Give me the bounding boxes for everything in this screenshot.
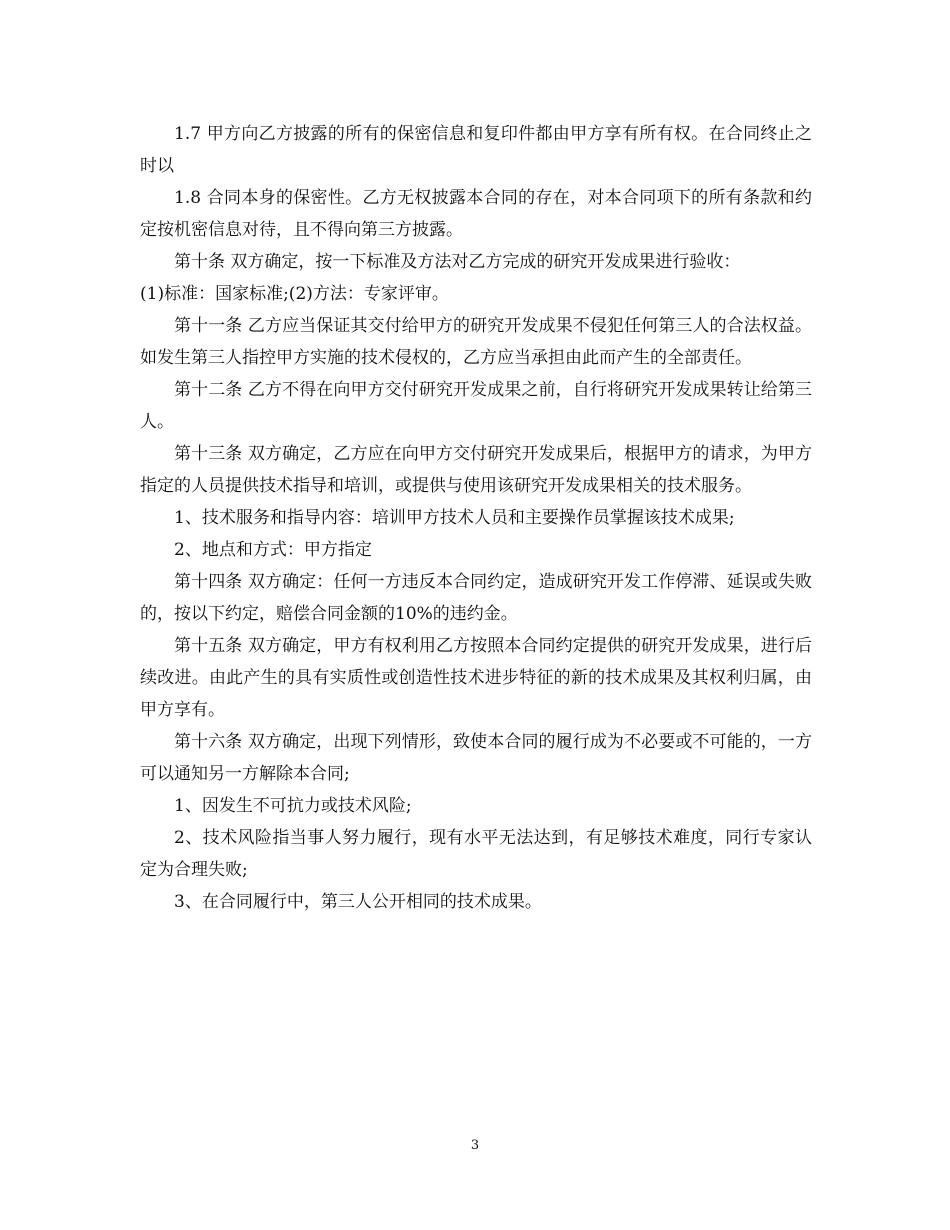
page-number: 3 [470, 1138, 480, 1153]
article-11: 第十一条 乙方应当保证其交付给甲方的研究开发成果不侵犯任何第三人的合法权益。如发生第三人指控甲方实施的技术侵权的，乙方应当承担由此而产生的全部责任。 [140, 316, 812, 368]
article-16: 第十六条 双方确定，出现下列情形，致使本合同的履行成为不必要或不可能的，一方可以通知另一方解除本合同; [140, 732, 812, 784]
article-16-item-3: 3、在合同履行中，第三人公开相同的技术成果。 [174, 892, 542, 912]
document-body [140, 118, 812, 918]
clause-1-8: 1.8 合同本身的保密性。乙方无权披露本合同的存在，对本合同项下的所有条款和约定按机密信息对待，且不得向第三方披露。 [140, 188, 812, 240]
article-10-criteria: (1)标准：国家标准;(2)方法：专家评审。 [140, 284, 449, 304]
article-13: 第十三条 双方确定，乙方应在向甲方交付研究开发成果后，根据甲方的请求，为甲方指定的人员提供技术指导和培训，或提供与使用该研究开发成果相关的技术服务。 [140, 444, 812, 496]
article-12: 第十二条 乙方不得在向甲方交付研究开发成果之前，自行将研究开发成果转让给第三人。 [140, 380, 812, 432]
article-13-item-2: 2、地点和方式：甲方指定 [174, 540, 372, 560]
article-14: 第十四条 双方确定：任何一方违反本合同约定，造成研究开发工作停滞、延误或失败的，按以下约定，赔偿合同金额的10%的违约金。 [140, 572, 812, 624]
article-15: 第十五条 双方确定，甲方有权利用乙方按照本合同约定提供的研究开发成果，进行后续改进。由此产生的具有实质性或创造性技术进步特征的新的技术成果及其权利归属，由甲方享有。 [140, 636, 812, 720]
article-16-item-2: 2、技术风险指当事人努力履行，现有水平无法达到，有足够技术难度，同行专家认定为合理失败; [140, 828, 812, 880]
article-16-item-1: 1、因发生不可抗力或技术风险; [174, 796, 412, 816]
article-13-item-1: 1、技术服务和指导内容：培训甲方技术人员和主要操作员掌握该技术成果; [174, 508, 735, 528]
article-10: 第十条 双方确定，按一下标准及方法对乙方完成的研究开发成果进行验收： [174, 252, 741, 272]
clause-1-7: 1.7 甲方向乙方披露的所有的保密信息和复印件都由甲方享有所有权。在合同终止之时以 [140, 124, 812, 176]
